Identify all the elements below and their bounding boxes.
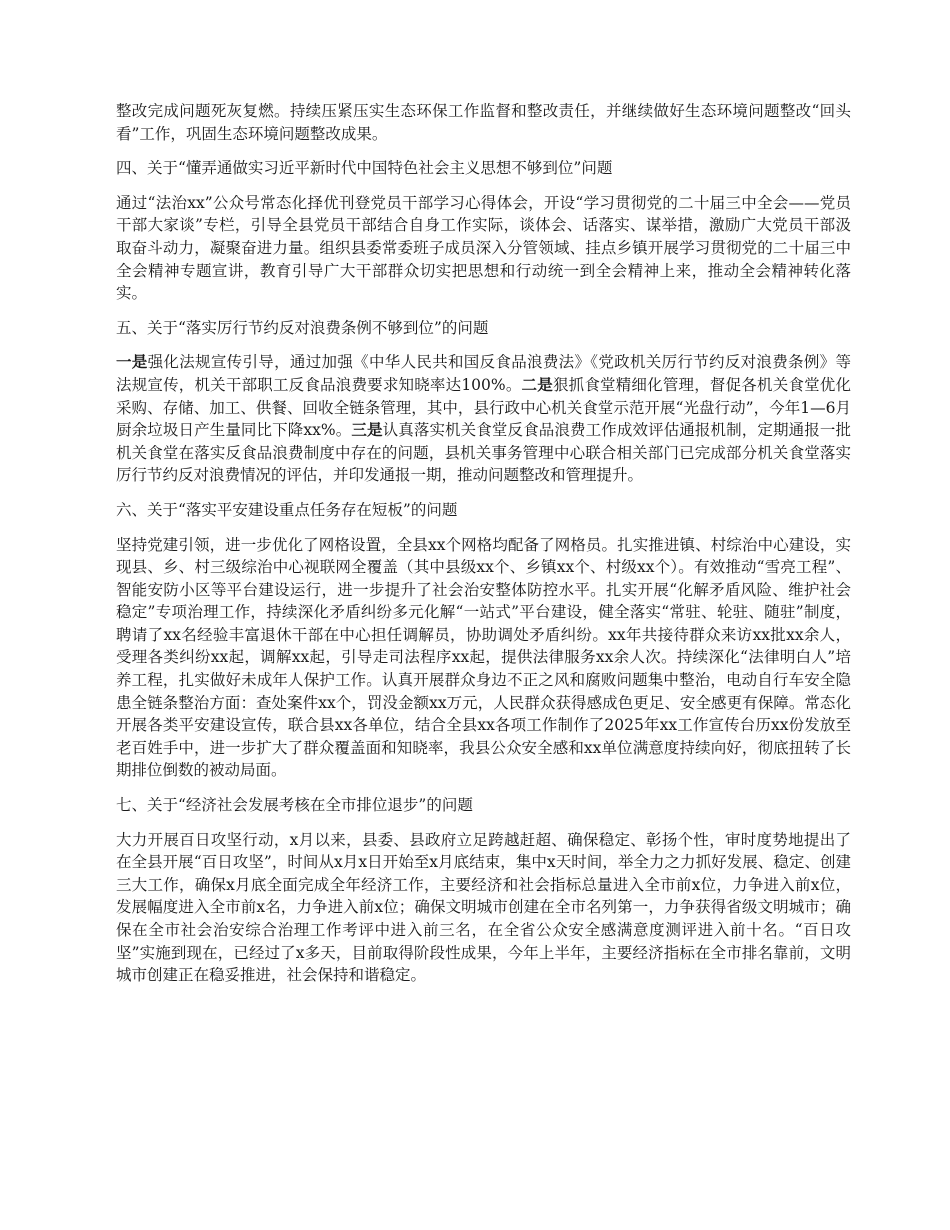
- paragraph-section-4: 通过“法治xx”公众号常态化择优刊登党员干部学习心得体会，开设“学习贯彻党的二十届三中全会——党员干部大家谈”专栏，引导全县党员干部结合自身工作实际，谈体会、话落实、谋举措，激励广大党员干部汲取奋斗动力，凝聚奋进力量。组织县委常委班子成员深入分管领域、挂点乡镇开展学习贯彻党的二十届三中全会精神专题宣讲，教育引导广大干部群众切实把思想和行动统一到全会精神上来，推动全会精神转化落实。: [116, 193, 851, 303]
- paragraph-section-7: 大力开展百日攻坚行动，x月以来，县委、县政府立足跨越赶超、确保稳定、彰扬个性，审时度势地提出了在全县开展“百日攻坚”，时间从x月x日开始至x月底结束，集中x天时间，举全力之力抓好发展、稳定、创建三大工作，确保x月底全面完成全年经济工作，主要经济和社会指标总量进入全市前x位，力争进入前x位，发展幅度进入全市前x名，力争进入前x位；确保文明城市创建在全市名列第一，力争获得省级文明城市；确保在全市社会治安综合治理工作考评中进入前三名，在全省公众安全感满意度测评进入前十名。“百日攻坚”实施到现在，已经过了x多天，目前取得阶段性成果，今年上半年，主要经济指标在全市排名靠前，文明城市创建正在稳妥推进，社会保持和谐稳定。: [116, 830, 851, 985]
- document-body: [116, 100, 851, 999]
- paragraph-section-5: [116, 351, 851, 487]
- section-heading-6: 六、关于“落实平安建设重点任务存在短板”的问题: [116, 500, 458, 519]
- section-heading-4: 四、关于“懂弄通做实习近平新时代中国特色社会主义思想不够到位”问题: [116, 159, 613, 178]
- section-heading-7: 七、关于“经济社会发展考核在全市排位退步”的问题: [116, 796, 473, 815]
- lead-first: 一是: [116, 352, 148, 372]
- section-heading-5: 五、关于“落实厉行节约反对浪费条例不够到位”的问题: [116, 318, 489, 337]
- lead-third: 三是: [351, 420, 383, 440]
- lead-second: 二是: [521, 374, 553, 394]
- text-second: 狠抓食堂精细化管理，督促各机关食堂优化采购、存储、加工、供餐、回收全链条管理，其中，县行政中心机关食堂示范开展“光盘行动”，今年1—6月厨余垃圾日产生量同比下降xx%。: [116, 375, 851, 440]
- text-third: 认真落实机关食堂反食品浪费工作成效评估通报机制，定期通报一批机关食堂在落实反食品浪费制度中存在的问题，县机关事务管理中心联合相关部门已完成部分机关食堂落实厉行节约反对浪费情况的评估，并印发通报一期，推动问题整改和管理提升。: [116, 421, 851, 485]
- paragraph-ecology: 整改完成问题死灰复燃。持续压紧压实生态环保工作监督和整改责任，并继续做好生态环境问题整改“回头看”工作，巩固生态环境问题整改成果。: [116, 102, 851, 143]
- paragraph-section-6: 坚持党建引领，进一步优化了网格设置，全县xx个网格均配备了网格员。扎实推进镇、村综治中心建设，实现县、乡、村三级综治中心视联网全覆盖（其中县级xx个、乡镇xx个、村级xx个）。有效推动“雪亮工程”、智能安防小区等平台建设运行，进一步提升了社会治安整体防控水平。扎实开展“化解矛盾风险、维护社会稳定”专项治理工作，持续深化矛盾纠纷多元化解“一站式”平台建设，健全落实“常驻、轮驻、随驻”制度，聘请了xx名经验丰富退休干部在中心担任调解员，协助调处矛盾纠纷。xx年共接待群众来访xx批xx余人，受理各类纠纷xx起，调解xx起，引导走司法程序xx起，提供法律服务xx余人次。持续深化“法律明白人”培养工程，扎实做好未成年人保护工作。认真开展群众身边不正之风和腐败问题集中整治，电动自行车安全隐患全链条整治方面：查处案件xx个，罚没金额xx万元，人民群众获得感成色更足、安全感更有保障。常态化开展各类平安建设宣传，联合县xx各单位，结合全县xx各项工作制作了2025年xx工作宣传台历xx份发放至老百姓手中，进一步扩大了群众覆盖面和知晓率，我县公众安全感和xx单位满意度持续向好，彻底扭转了长期排位倒数的被动局面。: [116, 535, 851, 780]
- text-first: 强化法规宣传引导，通过加强《中华人民共和国反食品浪费法》《党政机关厉行节约反对浪费条例》等法规宣传，机关干部职工反食品浪费要求知晓率达100%。: [116, 353, 851, 394]
